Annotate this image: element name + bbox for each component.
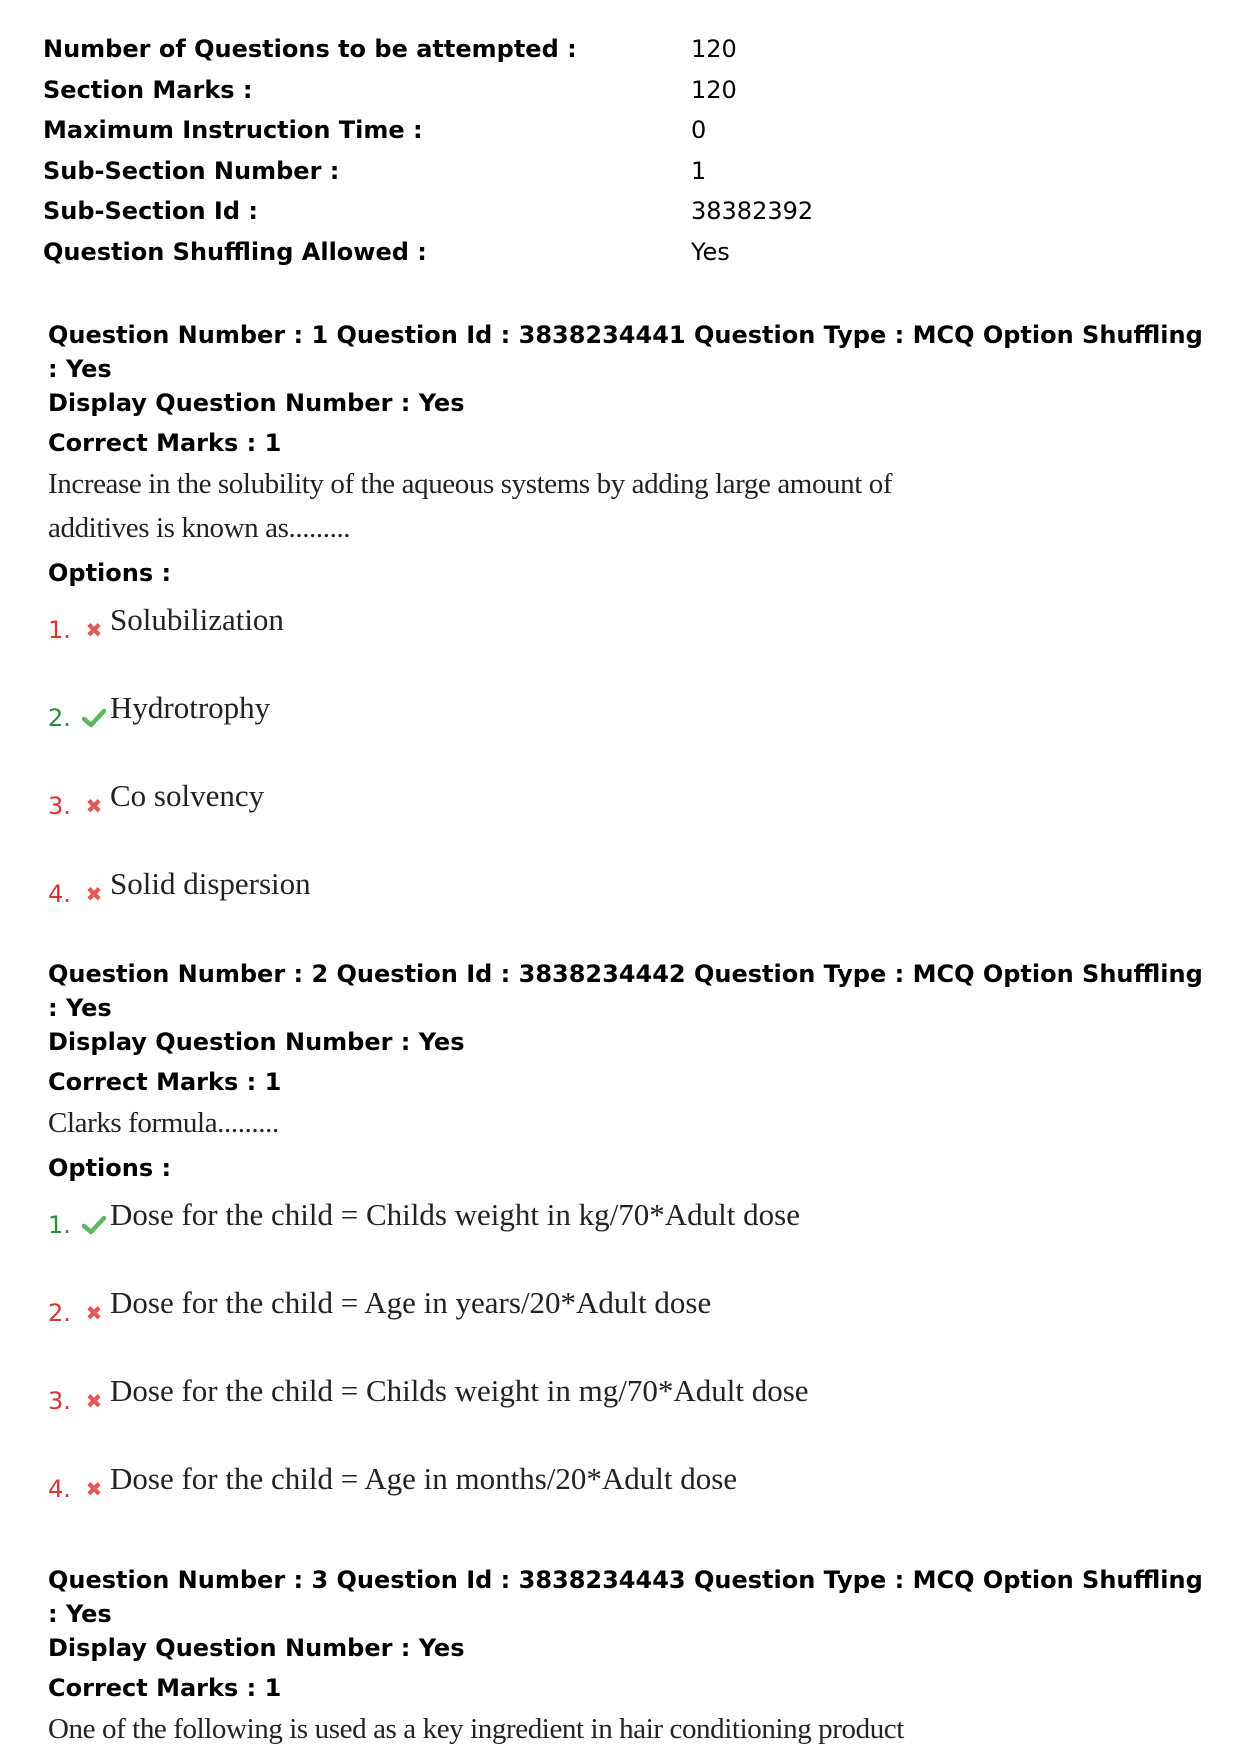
- meta-label: Question Shuffling Allowed :: [43, 237, 427, 266]
- correct-marks: Correct Marks : 1: [48, 1068, 282, 1096]
- cross-icon: ✖: [85, 794, 103, 818]
- option-text: Solid dispersion: [110, 866, 311, 901]
- meta-row: [43, 151, 1193, 192]
- options-label: Options :: [48, 559, 172, 587]
- meta-row: [43, 110, 1193, 151]
- question-text: Increase in the solubility of the aqueous systems by adding large amount of additives is known as.........: [48, 468, 893, 544]
- option-number: 2.: [48, 1299, 71, 1327]
- option-text: Co solvency: [110, 778, 265, 813]
- option-text: Dose for the child = Age in months/20*Adult dose: [110, 1461, 738, 1496]
- option: [48, 650, 1208, 738]
- check-icon: [78, 708, 110, 728]
- meta-value: 0: [691, 116, 707, 145]
- option: [48, 590, 1208, 650]
- options-list: [48, 590, 1208, 914]
- option-text: Hydrotrophy: [110, 690, 271, 725]
- question-block: [48, 318, 1208, 914]
- meta-row: [43, 29, 1193, 70]
- question-header: Question Number : 2 Question Id : 3838234442 Question Type : MCQ Option Shuffling : Yes: [48, 960, 1203, 1022]
- meta-row: [43, 70, 1193, 111]
- meta-label: Number of Questions to be attempted :: [43, 35, 577, 64]
- option-text: Dose for the child = Age in years/20*Adult dose: [110, 1285, 712, 1320]
- question-display-line: Display Question Number : Yes: [48, 389, 465, 417]
- option: [48, 1333, 1208, 1421]
- question-display-line: Display Question Number : Yes: [48, 1634, 465, 1662]
- correct-marks: Correct Marks : 1: [48, 429, 282, 457]
- question-block: [48, 1563, 1208, 1751]
- meta-row: [43, 232, 1193, 273]
- option: [48, 1185, 1208, 1245]
- cross-icon: ✖: [85, 1301, 103, 1325]
- options-list: [48, 1185, 1208, 1509]
- meta-value: 120: [691, 35, 737, 64]
- meta-value: Yes: [691, 237, 730, 266]
- question-display-line: Display Question Number : Yes: [48, 1028, 465, 1056]
- question-header: Question Number : 3 Question Id : 3838234443 Question Type : MCQ Option Shuffling : Yes: [48, 1566, 1203, 1628]
- option: [48, 738, 1208, 826]
- question-header: Question Number : 1 Question Id : 3838234441 Question Type : MCQ Option Shuffling : Yes: [48, 321, 1203, 383]
- cross-icon: ✖: [85, 1389, 103, 1413]
- question-block: [48, 957, 1208, 1509]
- option-number: 3.: [48, 792, 71, 820]
- meta-label: Maximum Instruction Time :: [43, 116, 423, 145]
- question-text: One of the following is used as a key ingredient in hair conditioning product: [48, 1713, 904, 1745]
- option-number: 2.: [48, 704, 71, 732]
- option-text: Dose for the child = Childs weight in mg/70*Adult dose: [110, 1373, 809, 1408]
- meta-label: Sub-Section Number :: [43, 156, 340, 185]
- meta-value: 38382392: [691, 197, 814, 226]
- check-icon: [78, 1215, 110, 1235]
- question-text: Clarks formula.........: [48, 1107, 279, 1139]
- option-number: 1.: [48, 616, 71, 644]
- option: [48, 1245, 1208, 1333]
- option-number: 3.: [48, 1387, 71, 1415]
- meta-row: [43, 191, 1193, 232]
- option-number: 1.: [48, 1211, 71, 1239]
- option-number: 4.: [48, 880, 71, 908]
- meta-label: Sub-Section Id :: [43, 197, 258, 226]
- cross-icon: ✖: [85, 1477, 103, 1501]
- cross-icon: ✖: [85, 882, 103, 906]
- option-text: Solubilization: [110, 602, 284, 637]
- meta-label: Section Marks :: [43, 75, 253, 104]
- option-text: Dose for the child = Childs weight in kg/70*Adult dose: [110, 1197, 800, 1232]
- option-number: 4.: [48, 1475, 71, 1503]
- correct-marks: Correct Marks : 1: [48, 1674, 282, 1702]
- cross-icon: ✖: [85, 618, 103, 642]
- option: [48, 1421, 1208, 1509]
- options-label: Options :: [48, 1154, 172, 1182]
- option: [48, 826, 1208, 914]
- meta-value: 120: [691, 75, 737, 104]
- meta-value: 1: [691, 156, 707, 185]
- section-meta: [43, 29, 1193, 272]
